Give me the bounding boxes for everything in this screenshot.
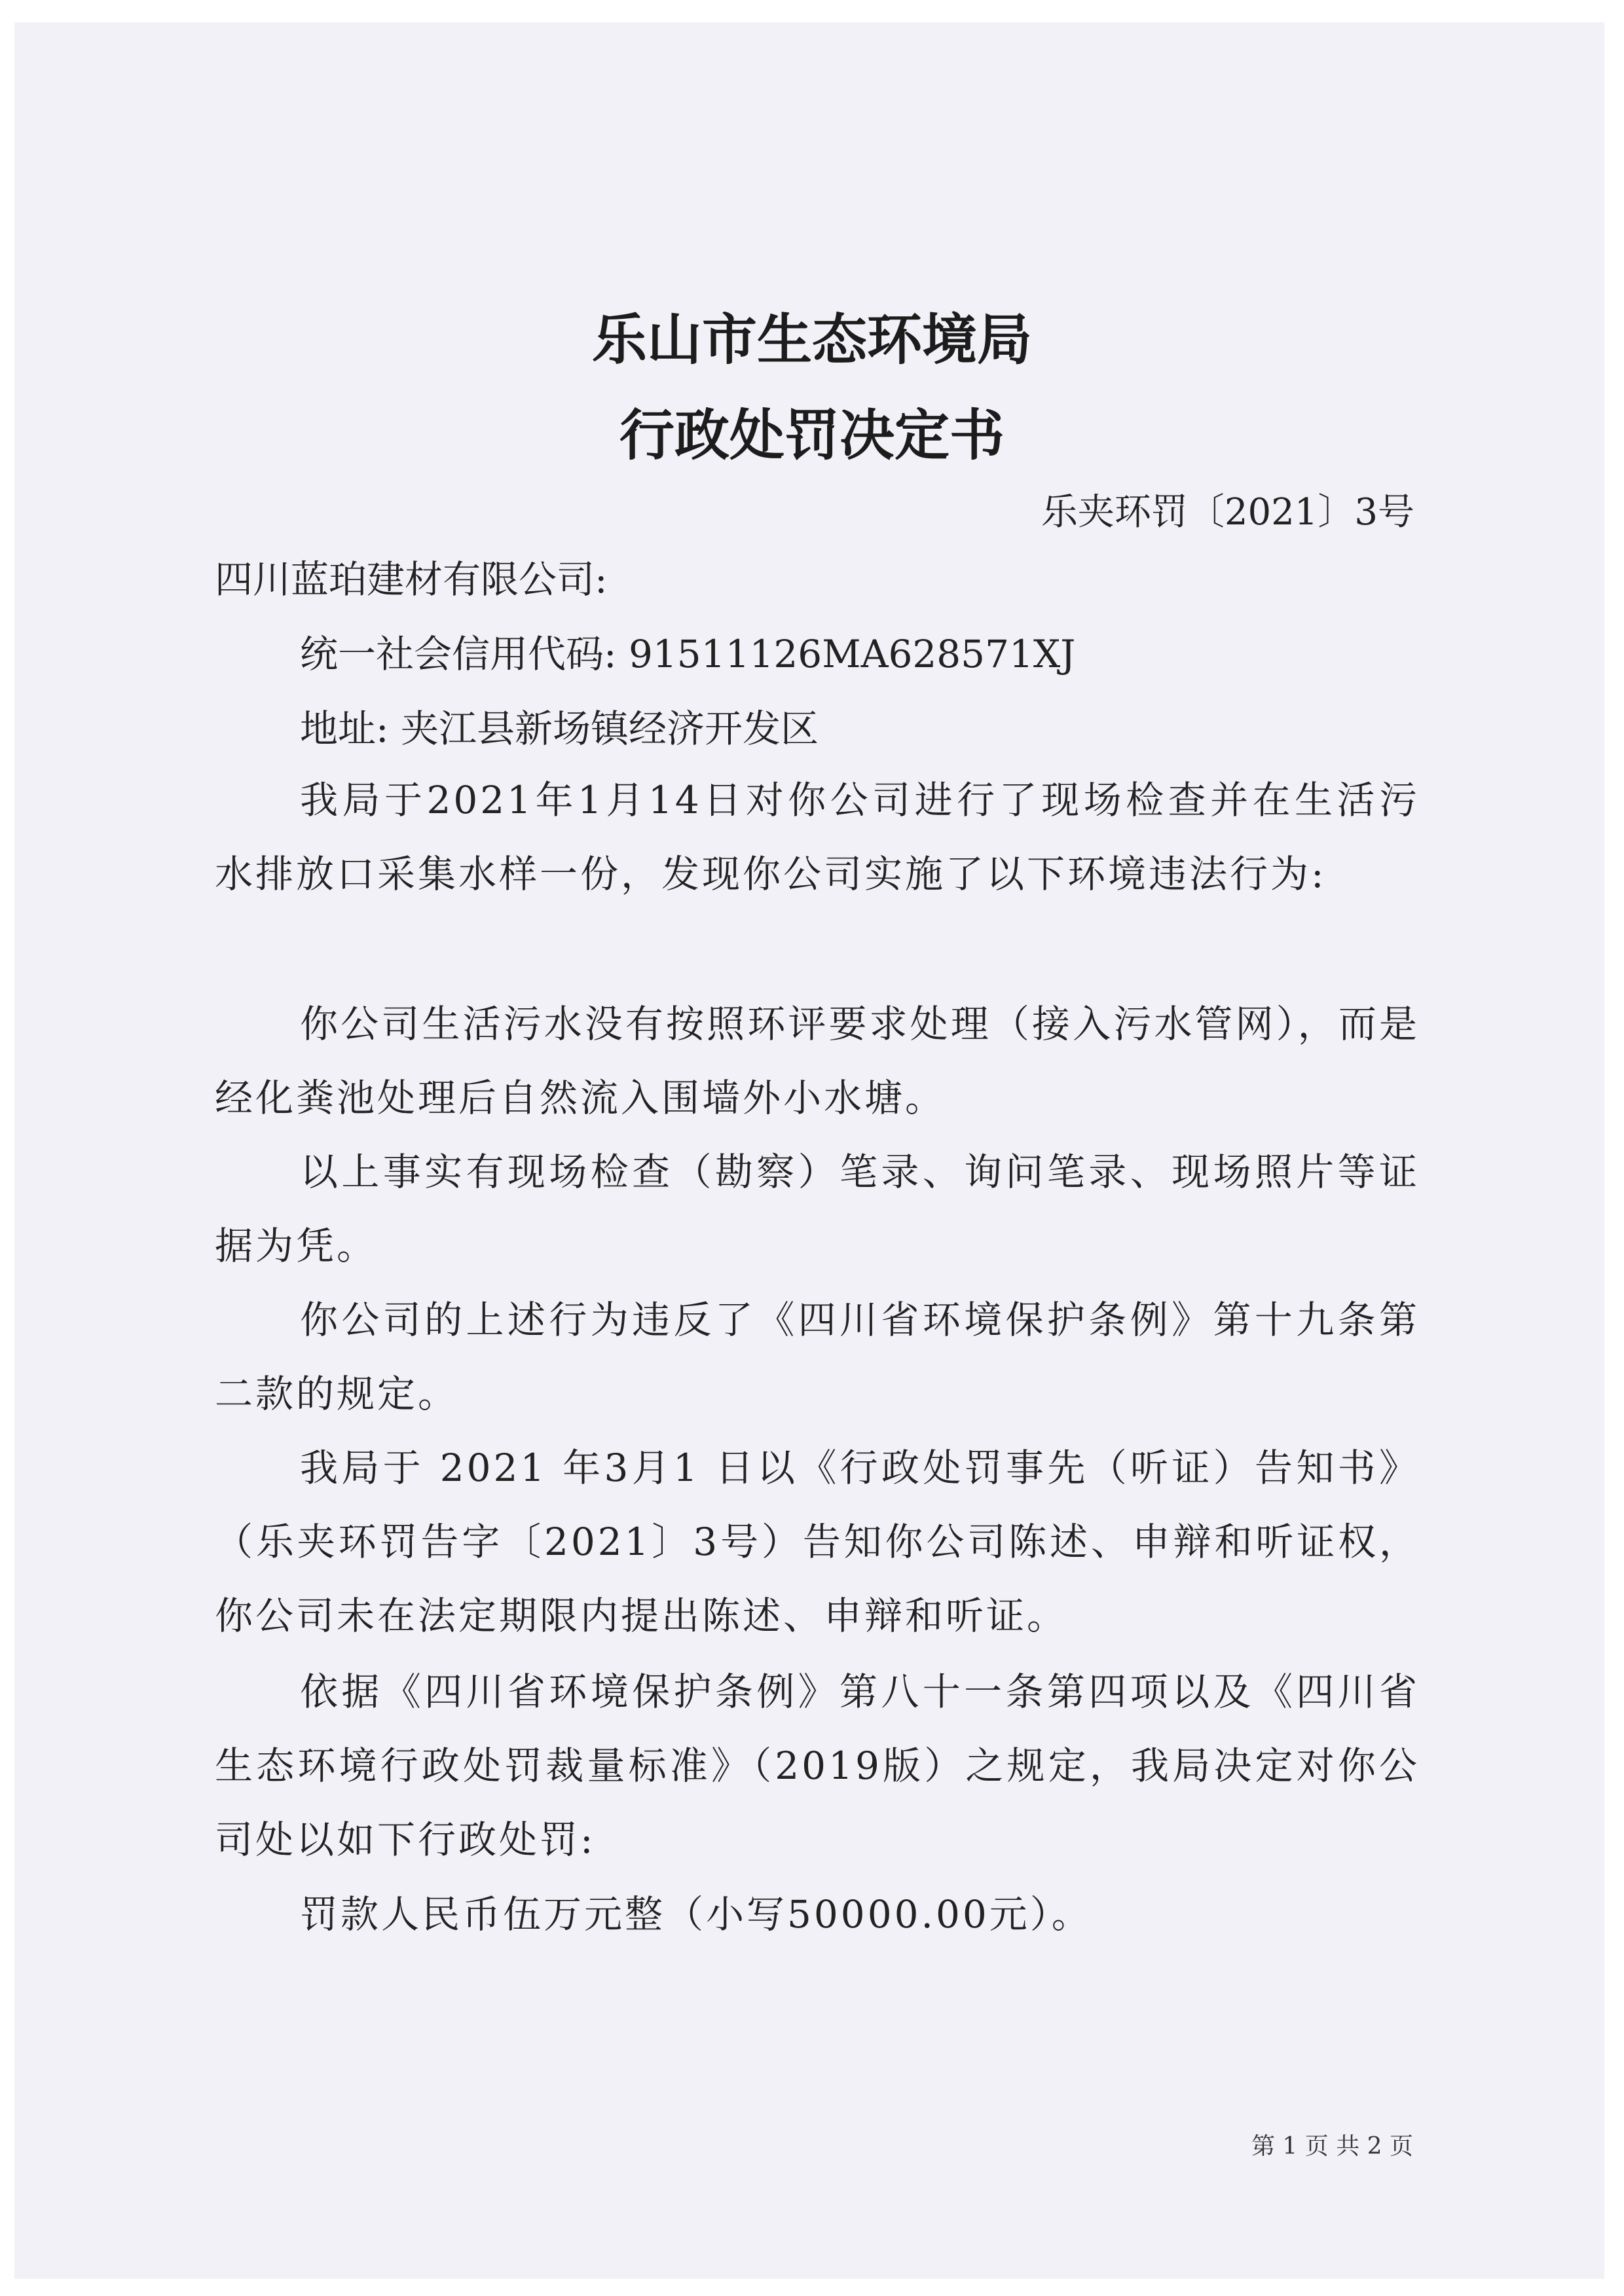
issuer-title: 乐山市生态环境局 xyxy=(591,307,1032,372)
paragraph-notice: 我局于 2021 年3月1 日以《行政处罚事先（听证）告知书》（乐夹环罚告字〔2021〕3号）告知你公司陈述、申辩和听证权，你公司未在法定期限内提出陈述、申辩和听证。 xyxy=(215,1446,1420,1638)
document-title: 行政处罚决定书 xyxy=(619,403,1005,467)
paragraph-penalty: 罚款人民币伍万元整（小写50000.00元）。 xyxy=(300,1892,1092,1937)
page-footer: 第 1 页 共 2 页 xyxy=(1251,2133,1413,2160)
scan-border-bottom xyxy=(0,2279,1624,2296)
paragraph-decision-basis: 依据《四川省环境保护条例》第八十一条第四项以及《四川省生态环境行政处罚裁量标准》（2019版）之规定，我局决定对你公司处以如下行政处罚: xyxy=(215,1669,1420,1862)
recipient-name: 四川蓝珀建材有限公司: xyxy=(215,557,608,602)
paragraph-inspection: 我局于2021年1月14日对你公司进行了现场检查并在生活污水排放口采集水样一份，发现你公司实施了以下环境违法行为: xyxy=(215,778,1420,896)
paragraph-evidence: 以上事实有现场检查（勘察）笔录、询问笔录、现场照片等证据为凭。 xyxy=(215,1150,1420,1268)
document-number: 乐夹环罚〔2021〕3号 xyxy=(1041,491,1414,534)
paragraph-violation: 你公司生活污水没有按照环评要求处理（接入污水管网），而是经化粪池处理后自然流入围墙外小水塘。 xyxy=(215,1002,1420,1120)
address: 地址: 夹江县新场镇经济开发区 xyxy=(300,706,819,751)
credit-code: 统一社会信用代码: 91511126MA628571XJ xyxy=(300,632,1076,676)
scan-border-top xyxy=(0,0,1624,22)
paragraph-regulation: 你公司的上述行为违反了《四川省环境保护条例》第十九条第二款的规定。 xyxy=(215,1298,1420,1416)
